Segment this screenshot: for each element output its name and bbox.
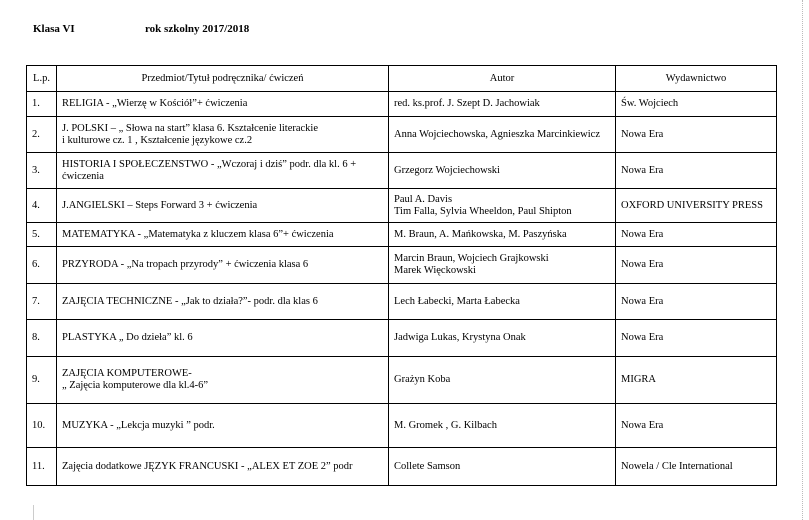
page-edge-line — [801, 0, 803, 520]
publisher-cell: Nowa Era — [616, 320, 777, 357]
table-row — [27, 223, 777, 247]
page-margin-marker — [33, 505, 34, 520]
subject-cell: HISTORIA I SPOŁECZENSTWO - „Wczoraj i dziś” podr. dla kl. 6 + ćwiczenia — [57, 153, 389, 189]
subject-cell: PLASTYKA „ Do dzieła” kl. 6 — [57, 320, 389, 357]
document-header — [33, 23, 250, 35]
publisher-cell: Nowa Era — [616, 223, 777, 247]
row-number: 7. — [27, 284, 57, 320]
subject-cell: ZAJĘCIA TECHNICZNE - „Jak to działa?”- podr. dla klas 6 — [57, 284, 389, 320]
row-number: 8. — [27, 320, 57, 357]
column-header-subject: Przedmiot/Tytuł podręcznika/ ćwiczeń — [57, 66, 389, 92]
publisher-cell: Nowa Era — [616, 284, 777, 320]
row-number: 9. — [27, 357, 57, 404]
table-row — [27, 189, 777, 223]
author-cell: Grzegorz Wojciechowski — [389, 153, 616, 189]
author-cell: Marcin Braun, Wojciech Grajkowski Marek Więckowski — [389, 247, 616, 284]
author-cell: M. Gromek , G. Kilbach — [389, 404, 616, 448]
column-header-author: Autor — [389, 66, 616, 92]
table-row — [27, 92, 777, 117]
subject-cell: MATEMATYKA - „Matematyka z kluczem klasa 6”+ ćwiczenia — [57, 223, 389, 247]
publisher-cell: Nowa Era — [616, 117, 777, 153]
table-row — [27, 117, 777, 153]
publisher-cell: OXFORD UNIVERSITY PRESS — [616, 189, 777, 223]
row-number: 4. — [27, 189, 57, 223]
column-header-lp: L.p. — [27, 66, 57, 92]
subject-cell: MUZYKA - „Lekcja muzyki ” podr. — [57, 404, 389, 448]
class-label: Klasa VI — [33, 23, 75, 35]
row-number: 6. — [27, 247, 57, 284]
subject-cell: ZAJĘCIA KOMPUTEROWE- „ Zajęcia komputerowe dla kl.4-6” — [57, 357, 389, 404]
author-cell: Jadwiga Lukas, Krystyna Onak — [389, 320, 616, 357]
publisher-cell: Św. Wojciech — [616, 92, 777, 117]
subject-cell: J.ANGIELSKI – Steps Forward 3 + ćwiczenia — [57, 189, 389, 223]
publisher-cell: MIGRA — [616, 357, 777, 404]
publisher-cell: Nowa Era — [616, 247, 777, 284]
author-cell: Anna Wojciechowska, Agnieszka Marcinkiewicz — [389, 117, 616, 153]
table-row — [27, 247, 777, 284]
table-row — [27, 448, 777, 486]
row-number: 11. — [27, 448, 57, 486]
row-number: 10. — [27, 404, 57, 448]
school-year: rok szkolny 2017/2018 — [145, 23, 250, 35]
author-cell: Collete Samson — [389, 448, 616, 486]
publisher-cell: Nowela / Cle International — [616, 448, 777, 486]
author-cell: Grażyn Koba — [389, 357, 616, 404]
column-header-publisher: Wydawnictwo — [616, 66, 777, 92]
row-number: 5. — [27, 223, 57, 247]
subject-cell: RELIGIA - „Wierzę w Kościół”+ ćwiczenia — [57, 92, 389, 117]
author-cell: Paul A. Davis Tim Falla, Sylvia Wheeldon, Paul Shipton — [389, 189, 616, 223]
author-cell: red. ks.prof. J. Szept D. Jachowiak — [389, 92, 616, 117]
textbook-table — [26, 65, 777, 486]
publisher-cell: Nowa Era — [616, 404, 777, 448]
table-row — [27, 404, 777, 448]
table-row — [27, 153, 777, 189]
row-number: 1. — [27, 92, 57, 117]
author-cell: Lech Łabecki, Marta Łabecka — [389, 284, 616, 320]
table-row — [27, 284, 777, 320]
subject-cell: PRZYRODA - „Na tropach przyrody” + ćwiczenia klasa 6 — [57, 247, 389, 284]
table-header-row — [27, 66, 777, 92]
table-row — [27, 357, 777, 404]
row-number: 2. — [27, 117, 57, 153]
subject-cell: J. POLSKI – „ Słowa na start” klasa 6. Kształcenie literackie i kulturowe cz. 1 , Kształcenie językowe cz.2 — [57, 117, 389, 153]
subject-cell: Zajęcia dodatkowe JĘZYK FRANCUSKI - „ALEX ET ZOE 2” podr — [57, 448, 389, 486]
publisher-cell: Nowa Era — [616, 153, 777, 189]
row-number: 3. — [27, 153, 57, 189]
author-cell: M. Braun, A. Mańkowska, M. Paszyńska — [389, 223, 616, 247]
table-row — [27, 320, 777, 357]
